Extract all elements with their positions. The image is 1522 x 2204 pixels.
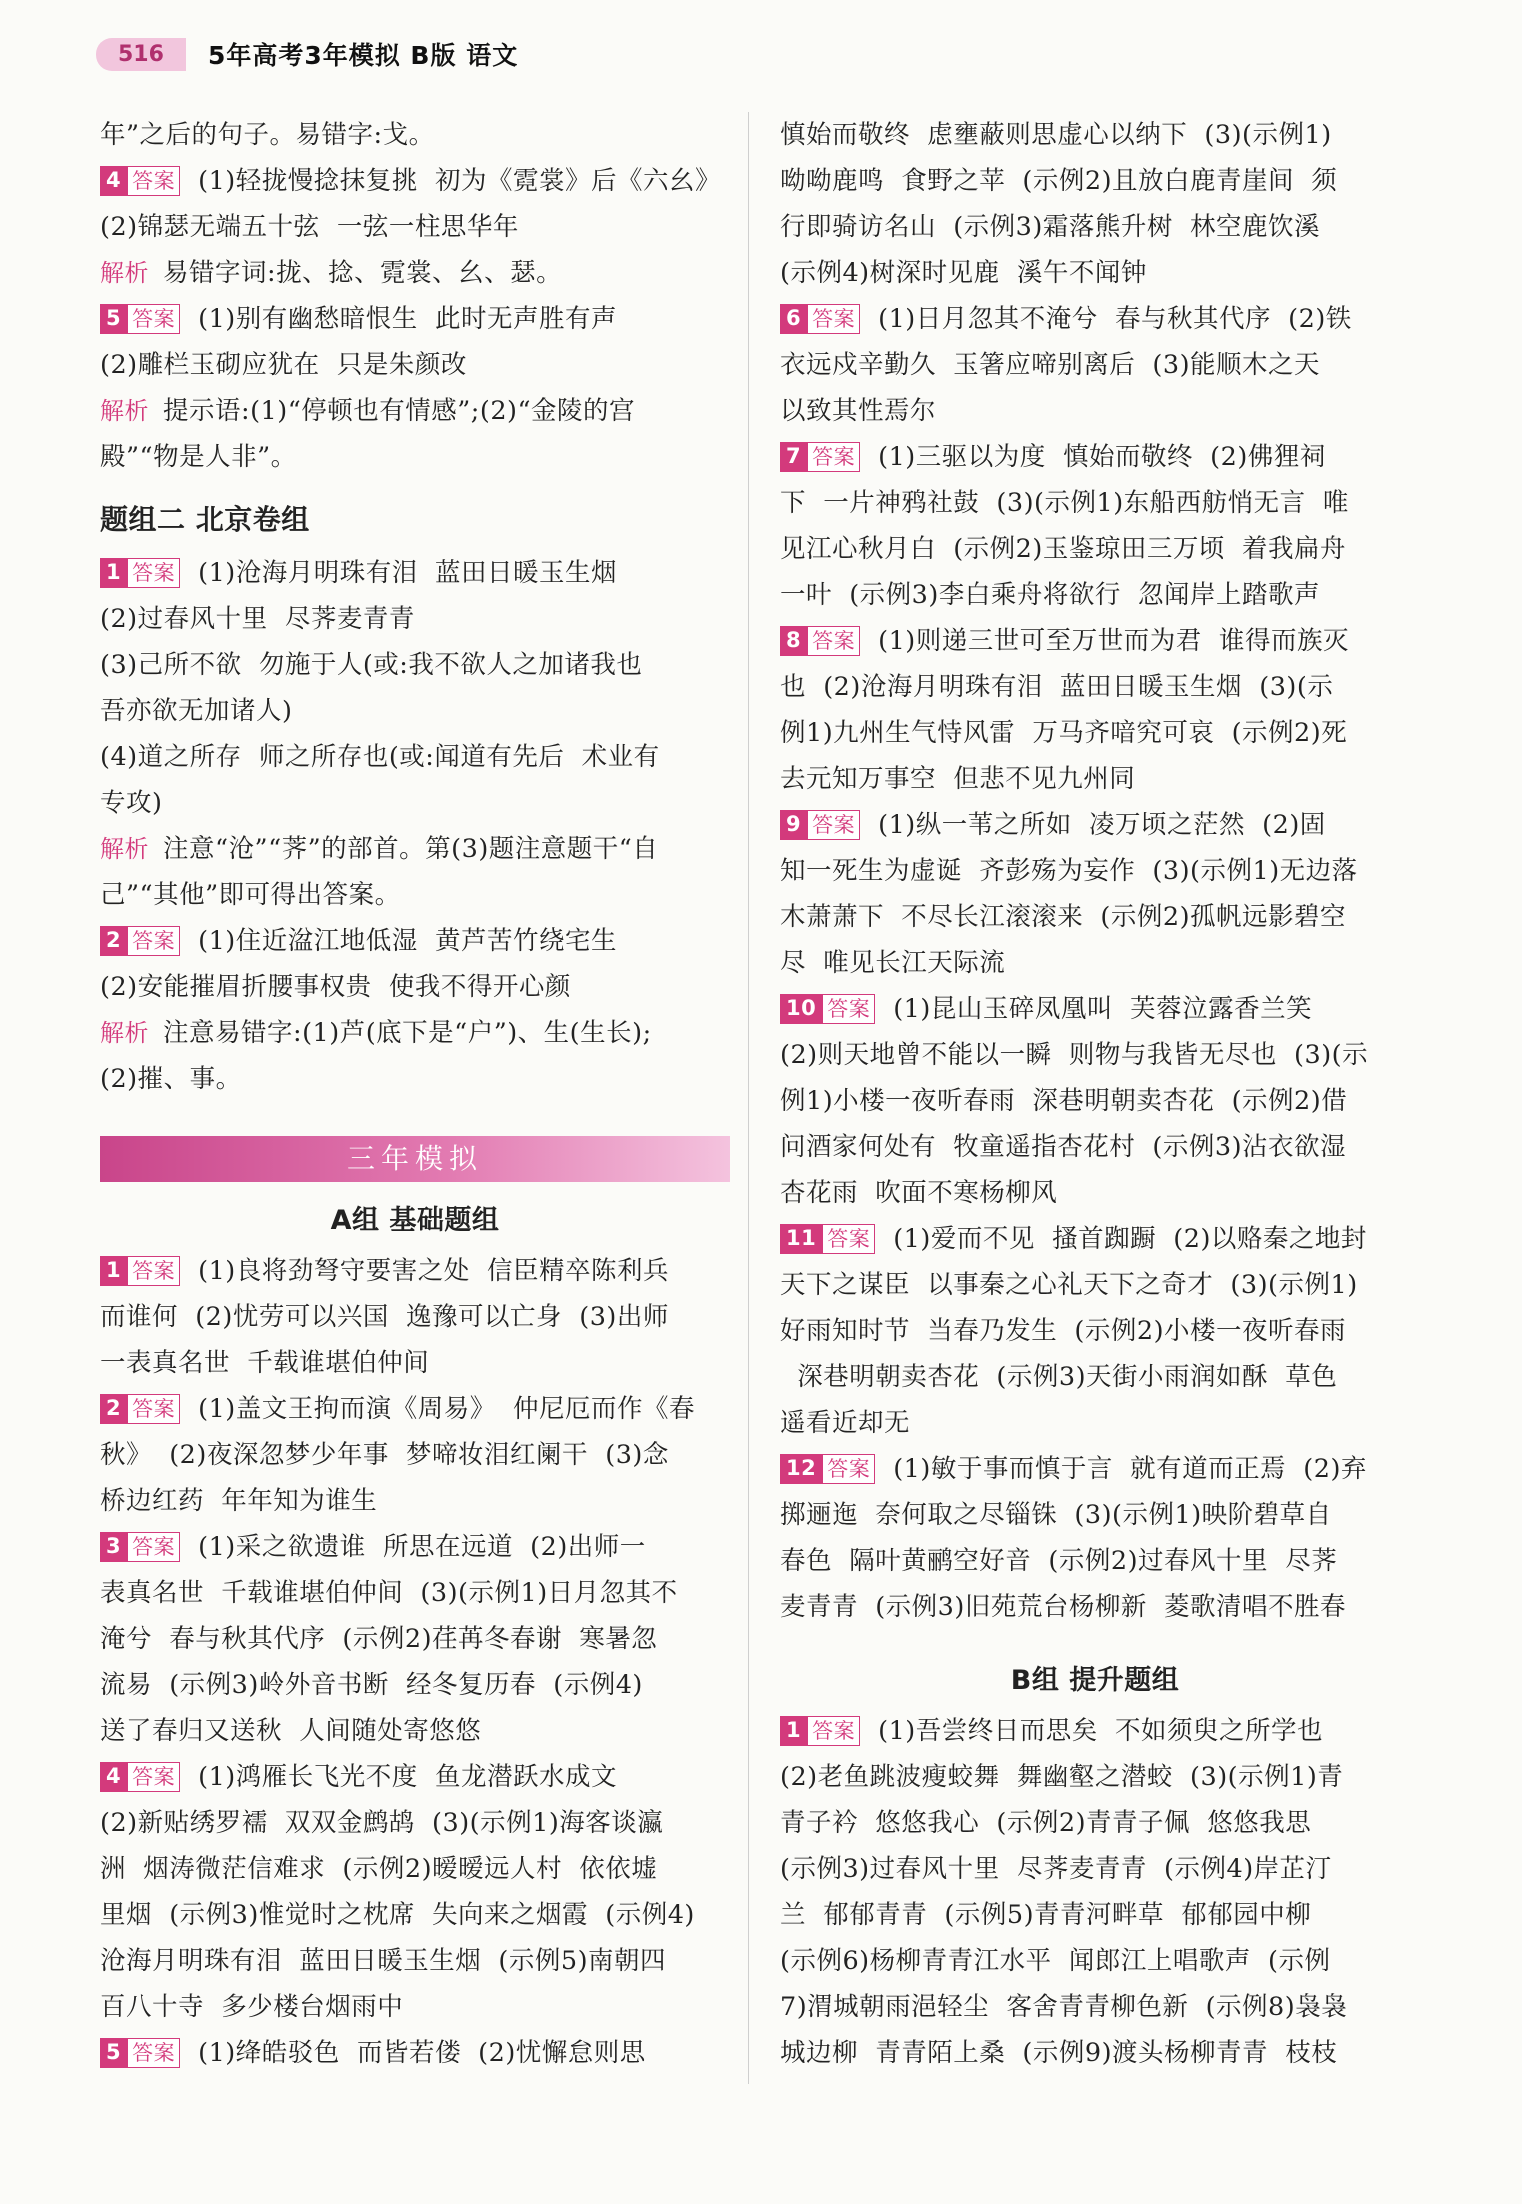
line-text: 百八十寺 多少楼台烟雨中: [100, 1992, 404, 2022]
answer-tag: [100, 1532, 180, 1562]
text-line: [780, 1262, 1410, 1308]
right-column: [780, 112, 1410, 2076]
analysis-line: [100, 250, 730, 296]
line-text: 例1)九州生气恃风雷 万马齐喑究可哀 (示例2)死: [780, 718, 1348, 748]
text-line: [100, 434, 730, 480]
text-line: [100, 1662, 730, 1708]
line-text: 秋》 (2)夜深忽梦少年事 梦啼妆泪红阑干 (3)念: [100, 1440, 669, 1470]
line-text: 易错字词:拢、捻、霓裳、幺、瑟。: [163, 258, 563, 288]
line-text: 淹兮 春与秋其代序 (示例2)荏苒冬春谢 寒暑忽: [100, 1624, 658, 1654]
section-band: 三年模拟: [100, 1136, 730, 1182]
text-line: [780, 1938, 1410, 1984]
text-line: [100, 1984, 730, 2030]
text-line: [780, 664, 1410, 710]
answer-label: 答案: [807, 810, 860, 840]
answer-tag: [100, 926, 180, 956]
line-text: (1)盖文王拘而演《周易》 仲尼厄而作《春: [198, 1394, 695, 1424]
line-text: 也 (2)沧海月明珠有泪 蓝田日暖玉生烟 (3)(示: [780, 672, 1334, 702]
line-text: 问酒家何处有 牧童遥指杏花村 (示例3)沾衣欲湿: [780, 1132, 1347, 1162]
text-line: [780, 1032, 1410, 1078]
answer-entry: [100, 296, 730, 342]
answer-label: 答案: [127, 166, 180, 196]
question-number: 5: [100, 304, 127, 334]
line-text: 行即骑访名山 (示例3)霜落熊升树 林空鹿饮溪: [780, 212, 1321, 242]
left-lines-top: [100, 112, 730, 480]
analysis-label: 解析: [100, 835, 149, 863]
question-number: 12: [780, 1454, 822, 1484]
line-text: 一叶 (示例3)李白乘舟将欲行 忽闻岸上踏歌声: [780, 580, 1321, 610]
text-line: [780, 1170, 1410, 1216]
answer-label: 答案: [807, 626, 860, 656]
text-line: [780, 2030, 1410, 2076]
answer-label: 答案: [127, 1256, 180, 1286]
text-line: [100, 688, 730, 734]
question-number: 6: [780, 304, 807, 334]
line-text: 尽 唯见长江天际流: [780, 948, 1006, 978]
line-text: 例1)小楼一夜听春雨 深巷明朝卖杏花 (示例2)借: [780, 1086, 1348, 1116]
line-text: 7)渭城朝雨浥轻尘 客舍青青柳色新 (示例8)袅袅: [780, 1992, 1348, 2022]
text-line: [780, 388, 1410, 434]
text-line: [100, 1294, 730, 1340]
answer-tag: [780, 810, 860, 840]
text-line: [780, 1754, 1410, 1800]
text-line: [780, 342, 1410, 388]
answer-entry: [100, 918, 730, 964]
text-line: [100, 1800, 730, 1846]
line-text: 知一死生为虚诞 齐彭殇为妄作 (3)(示例1)无边落: [780, 856, 1358, 886]
line-text: (1)轻拢慢捻抹复挑 初为《霓裳》后《六幺》: [198, 166, 721, 196]
line-text: 遥看近却无: [780, 1408, 911, 1438]
answer-tag: [780, 304, 860, 334]
answer-label: 答案: [807, 442, 860, 472]
text-line: [780, 1892, 1410, 1938]
text-line: [100, 1432, 730, 1478]
line-text: 掷逦迤 奈何取之尽锱铢 (3)(示例1)映阶碧草自: [780, 1500, 1332, 1530]
line-text: 天下之谋臣 以事秦之心礼天下之奇才 (3)(示例1): [780, 1270, 1358, 1300]
answer-entry: [100, 2030, 730, 2076]
text-line: [780, 1308, 1410, 1354]
answer-tag: [100, 166, 180, 196]
right-lines-top: [780, 112, 1410, 1630]
text-line: [780, 158, 1410, 204]
text-line: [780, 1800, 1410, 1846]
group-b-title: B组 提升题组: [1010, 1665, 1180, 1696]
line-text: (1)爱而不见 搔首踟蹰 (2)以赂秦之地封: [893, 1224, 1367, 1254]
analysis-line: [100, 826, 730, 872]
text-line: [780, 204, 1410, 250]
line-text: 提示语:(1)“停顿也有情感”;(2)“金陵的宫: [163, 396, 636, 426]
text-line: [100, 1056, 730, 1102]
line-text: 下 一片神鸦社鼓 (3)(示例1)东船西舫悄无言 唯: [780, 488, 1349, 518]
line-text: (2)老鱼跳波瘦蛟舞 舞幽壑之潜蛟 (3)(示例1)青: [780, 1762, 1344, 1792]
answer-tag: [100, 304, 180, 334]
question-number: 1: [100, 558, 127, 588]
line-text: 流易 (示例3)岭外音书断 经冬复历春 (示例4): [100, 1670, 643, 1700]
answer-label: 答案: [822, 994, 875, 1024]
line-text: (1)别有幽愁暗恨生 此时无声胜有声: [198, 304, 617, 334]
answer-entry: [780, 802, 1410, 848]
text-line: [780, 1354, 1410, 1400]
line-text: 呦呦鹿鸣 食野之苹 (示例2)且放白鹿青崖间 须: [780, 166, 1338, 196]
text-line: [100, 342, 730, 388]
question-number: 11: [780, 1224, 822, 1254]
answer-tag: [780, 1716, 860, 1746]
answer-tag: [100, 1394, 180, 1424]
line-text: (1)吾尝终日而思矣 不如须臾之所学也: [878, 1716, 1323, 1746]
line-text: 而谁何 (2)忧劳可以兴国 逸豫可以亡身 (3)出师: [100, 1302, 669, 1332]
line-text: 里烟 (示例3)惟觉时之枕席 失向来之烟霞 (示例4): [100, 1900, 695, 1930]
line-text: 兰 郁郁青青 (示例5)青青河畔草 郁郁园中柳: [780, 1900, 1312, 1930]
answer-entry: [780, 434, 1410, 480]
line-text: 木萧萧下 不尽长江滚滚来 (示例2)孤帆远影碧空: [780, 902, 1347, 932]
question-number: 1: [100, 1256, 127, 1286]
text-line: [100, 1570, 730, 1616]
group-a-title: A组 基础题组: [330, 1205, 500, 1236]
line-text: 殿”“物是人非”。: [100, 442, 297, 472]
answer-tag: [780, 442, 860, 472]
line-text: (2)锦瑟无端五十弦 一弦一柱思华年: [100, 212, 519, 242]
line-text: (1)日月忽其不淹兮 春与秋其代序 (2)铁: [878, 304, 1352, 334]
analysis-label: 解析: [100, 259, 149, 287]
line-text: (示例3)过春风十里 尽荠麦青青 (示例4)岸芷汀: [780, 1854, 1332, 1884]
text-line: [100, 112, 730, 158]
question-number: 4: [100, 166, 127, 196]
answer-tag: [100, 2038, 180, 2068]
analysis-line: [100, 1010, 730, 1056]
text-line: [780, 1124, 1410, 1170]
text-line: [780, 112, 1410, 158]
text-line: [100, 642, 730, 688]
analysis-label: 解析: [100, 1019, 149, 1047]
line-text: 见江心秋月白 (示例2)玉鉴琼田三万顷 着我扁舟: [780, 534, 1347, 564]
analysis-label: 解析: [100, 397, 149, 425]
line-text: (1)采之欲遗谁 所思在远道 (2)出师一: [198, 1532, 646, 1562]
question-number: 9: [780, 810, 807, 840]
line-text: 一表真名世 千载谁堪伯仲间: [100, 1348, 430, 1378]
line-text: 洲 烟涛微茫信难求 (示例2)暧暧远人村 依依墟: [100, 1854, 658, 1884]
line-text: (2)过春风十里 尽荠麦青青: [100, 604, 415, 634]
line-text: 桥边红药 年年知为谁生: [100, 1486, 378, 1516]
text-line: [100, 596, 730, 642]
answer-tag: [780, 994, 875, 1024]
text-line: [780, 1538, 1410, 1584]
line-text: 年”之后的句子。易错字:戈。: [100, 120, 435, 150]
line-text: (1)昆山玉碎凤凰叫 芙蓉泣露香兰笑: [893, 994, 1313, 1024]
text-line: [780, 848, 1410, 894]
answer-entry: [100, 1386, 730, 1432]
answer-entry: [100, 1754, 730, 1800]
text-line: [780, 940, 1410, 986]
answer-entry: [780, 986, 1410, 1032]
answer-entry: [100, 1524, 730, 1570]
line-text: 麦青青 (示例3)旧苑荒台杨柳新 菱歌清唱不胜春: [780, 1592, 1347, 1622]
line-text: 春色 隔叶黄鹂空好音 (示例2)过春风十里 尽荠: [780, 1546, 1338, 1576]
question-number: 3: [100, 1532, 127, 1562]
text-line: [100, 1340, 730, 1386]
answer-tag: [100, 1256, 180, 1286]
answer-tag: [100, 558, 180, 588]
text-line: [100, 780, 730, 826]
answer-tag: [780, 626, 860, 656]
answer-label: 答案: [127, 926, 180, 956]
left-lines-mid: [100, 550, 730, 1102]
answer-tag: [100, 1762, 180, 1792]
line-text: (1)沧海月明珠有泪 蓝田日暖玉生烟: [198, 558, 617, 588]
line-text: 表真名世 千载谁堪伯仲间 (3)(示例1)日月忽其不: [100, 1578, 678, 1608]
text-line: [780, 894, 1410, 940]
text-line: [780, 1400, 1410, 1446]
analysis-line: [100, 388, 730, 434]
question-number: 2: [100, 1394, 127, 1424]
line-text: (1)良将劲弩守要害之处 信臣精卒陈利兵: [198, 1256, 669, 1286]
line-text: (4)道之所存 师之所存也(或:闻道有先后 术业有: [100, 742, 660, 772]
text-line: [100, 964, 730, 1010]
line-text: 好雨知时节 当春乃发生 (示例2)小楼一夜听春雨: [780, 1316, 1347, 1346]
right-lines-bottom: [780, 1708, 1410, 2076]
text-line: [780, 710, 1410, 756]
question-number: 8: [780, 626, 807, 656]
line-text: 衣远戍辛勤久 玉箸应啼别离后 (3)能顺木之天: [780, 350, 1321, 380]
answer-tag: [780, 1454, 875, 1484]
line-text: 深巷明朝卖杏花 (示例3)天街小雨润如酥 草色: [780, 1362, 1338, 1392]
line-text: 城边柳 青青陌上桑 (示例9)渡头杨柳青青 枝枝: [780, 2038, 1338, 2068]
line-text: 己”“其他”即可得出答案。: [100, 880, 401, 910]
line-text: 青子衿 悠悠我心 (示例2)青青子佩 悠悠我思: [780, 1808, 1312, 1838]
text-line: [780, 1584, 1410, 1630]
answer-label: 答案: [822, 1454, 875, 1484]
answer-entry: [780, 1708, 1410, 1754]
line-text: 送了春归又送秋 人间随处寄悠悠: [100, 1716, 482, 1746]
line-text: 慎始而敬终 虑壅蔽则思虚心以纳下 (3)(示例1): [780, 120, 1332, 150]
line-text: (2)新贴绣罗襦 双双金鹧鸪 (3)(示例1)海客谈瀛: [100, 1808, 664, 1838]
answer-label: 答案: [807, 304, 860, 334]
text-line: [100, 734, 730, 780]
line-text: 以致其性焉尔: [780, 396, 937, 426]
text-line: [100, 1892, 730, 1938]
page-header: [96, 28, 518, 80]
answer-entry: [100, 550, 730, 596]
question-number: 10: [780, 994, 822, 1024]
line-text: (1)敏于事而慎于言 就有道而正焉 (2)弃: [893, 1454, 1367, 1484]
answer-entry: [780, 1216, 1410, 1262]
text-line: [780, 572, 1410, 618]
text-line: [780, 1984, 1410, 2030]
question-number: 4: [100, 1762, 127, 1792]
text-line: [780, 756, 1410, 802]
answer-label: 答案: [822, 1224, 875, 1254]
answer-entry: [780, 296, 1410, 342]
text-line: [100, 1616, 730, 1662]
line-text: 杏花雨 吹面不寒杨柳风: [780, 1178, 1058, 1208]
line-text: (2)摧、事。: [100, 1064, 242, 1094]
answer-entry: [780, 618, 1410, 664]
text-line: [100, 1478, 730, 1524]
text-line: [100, 872, 730, 918]
text-line: [100, 1708, 730, 1754]
line-text: (1)住近湓江地低湿 黄芦苦竹绕宅生: [198, 926, 617, 956]
line-text: (2)雕栏玉砌应犹在 只是朱颜改: [100, 350, 467, 380]
section-title: 题组二 北京卷组: [100, 503, 310, 536]
answer-label: 答案: [127, 1762, 180, 1792]
line-text: (2)安能摧眉折腰事权贵 使我不得开心颜: [100, 972, 571, 1002]
text-line: [780, 1078, 1410, 1124]
answer-label: 答案: [127, 304, 180, 334]
text-line: [100, 204, 730, 250]
line-text: 注意“沧”“荠”的部首。第(3)题注意题干“自: [163, 834, 659, 864]
question-number: 5: [100, 2038, 127, 2068]
question-number: 7: [780, 442, 807, 472]
answer-entry: [100, 158, 730, 204]
answer-label: 答案: [127, 558, 180, 588]
answer-label: 答案: [127, 2038, 180, 2068]
answer-entry: [100, 1248, 730, 1294]
line-text: (1)纵一苇之所如 凌万顷之茫然 (2)固: [878, 810, 1326, 840]
answer-label: 答案: [807, 1716, 860, 1746]
left-column: [100, 112, 730, 2076]
page-number: 516: [96, 38, 186, 71]
line-text: (1)三驱以为度 慎始而敬终 (2)佛狸祠: [878, 442, 1326, 472]
line-text: (示例4)树深时见鹿 溪午不闻钟: [780, 258, 1147, 288]
question-number: 2: [100, 926, 127, 956]
line-text: 注意易错字:(1)芦(底下是“户”)、生(生长);: [163, 1018, 652, 1048]
line-text: 吾亦欲无加诸人): [100, 696, 293, 726]
answer-label: 答案: [127, 1394, 180, 1424]
answer-label: 答案: [127, 1532, 180, 1562]
text-line: [100, 1938, 730, 1984]
line-text: (2)则天地曾不能以一瞬 则物与我皆无尽也 (3)(示: [780, 1040, 1369, 1070]
text-line: [780, 480, 1410, 526]
answer-entry: [780, 1446, 1410, 1492]
line-text: 去元知万事空 但悲不见九州同: [780, 764, 1136, 794]
line-text: (示例6)杨柳青青江水平 闻郎江上唱歌声 (示例: [780, 1946, 1331, 1976]
line-text: (1)绛皓驳色 而皆若偻 (2)忧懈怠则思: [198, 2038, 646, 2068]
text-line: [780, 1492, 1410, 1538]
text-line: [780, 1846, 1410, 1892]
line-text: (1)则递三世可至万世而为君 谁得而族灭: [878, 626, 1349, 656]
text-line: [100, 1846, 730, 1892]
line-text: 专攻): [100, 788, 163, 818]
question-number: 1: [780, 1716, 807, 1746]
line-text: (1)鸿雁长飞光不度 鱼龙潜跃水成文: [198, 1762, 617, 1792]
answer-tag: [780, 1224, 875, 1254]
left-lines-bottom: [100, 1248, 730, 2076]
text-line: [780, 250, 1410, 296]
line-text: 沧海月明珠有泪 蓝田日暖玉生烟 (示例5)南朝四: [100, 1946, 667, 1976]
column-divider: [748, 112, 749, 2084]
line-text: (3)己所不欲 勿施于人(或:我不欲人之加诸我也: [100, 650, 643, 680]
text-line: [780, 526, 1410, 572]
book-title: 5年高考3年模拟 B版 语文: [207, 41, 519, 70]
